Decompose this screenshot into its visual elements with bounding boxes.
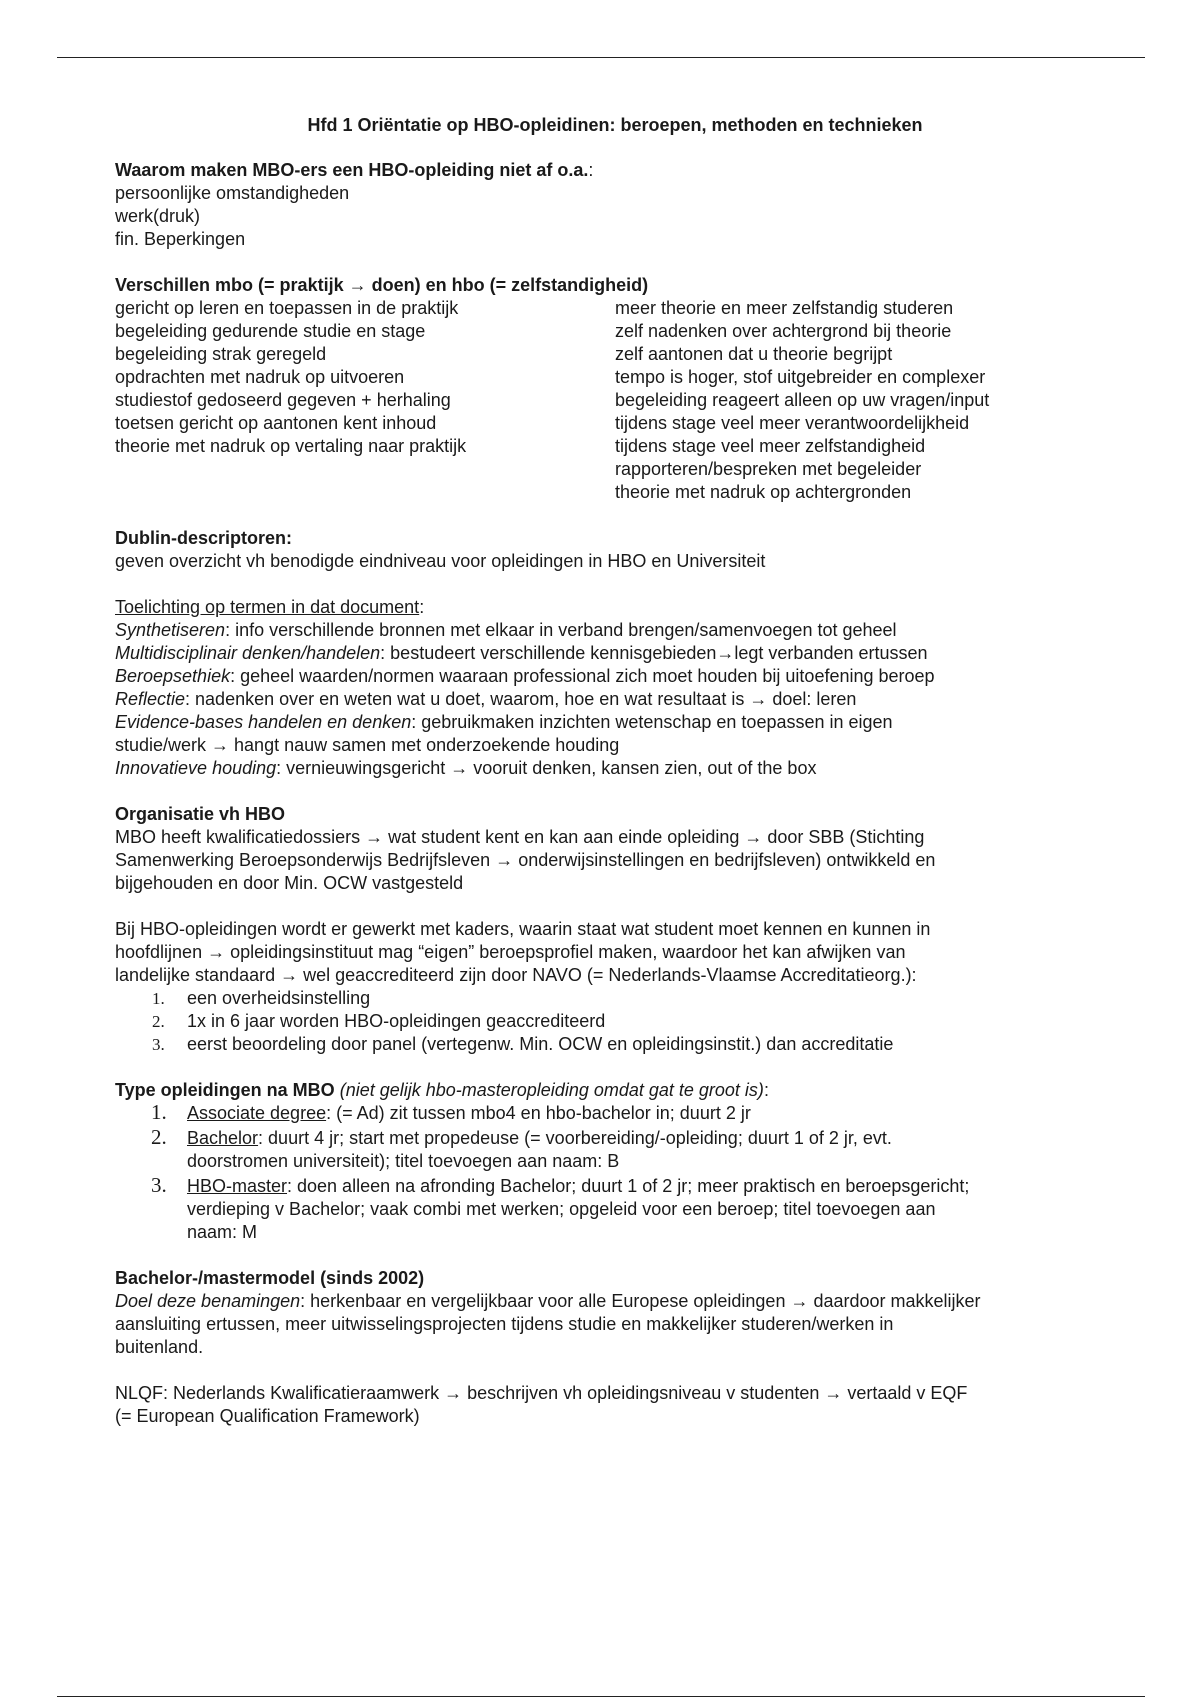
section-heading: Organisatie vh HBO bbox=[115, 804, 286, 824]
list-item: werk(druk) bbox=[115, 206, 201, 226]
paragraph-line: hoofdlijnen → opleidingsinstituut mag “eigen” beroepsprofiel maken, waardoor het kan afwijken van bbox=[115, 942, 906, 962]
section-verschillen bbox=[115, 274, 1115, 504]
list-item: 3. HBO-master: doen alleen na afronding Bachelor; duurt 1 of 2 jr; meer praktisch en beroepsgericht; verdieping v Bachelor; vaak combi met werken; opgeleid voor een beroep; titel toevoegen aan naam: M bbox=[151, 1173, 970, 1242]
section-toelichting: Toelichting op termen in dat document: Synthetiseren: info verschillende bronnen met elkaar in verband brengen/samenvoegen tot geheel Multidisciplinair denken/handelen: bestudeert verschillende kennisgebieden→legt verbanden ertussen Beroepsethiek: geheel waarden/normen waaraan professional zich moet houden bij uitoefening beroep Reflectie: nadenken over en weten wat u doet, waarom, hoe en wat resultaat is → doel: leren Evidence-bases handelen en denken: gebruikmaken inzichten wetenschap en toepassen in eigen studie/werk → hangt nauw samen met onderzoekende houding Innovatieve houding: vernieuwingsgericht → vooruit denken, kansen zien, out of the box bbox=[115, 596, 1115, 780]
list-item: begeleiding reageert alleen op uw vragen/input bbox=[615, 390, 990, 410]
list-item: rapporteren/bespreken met begeleider bbox=[615, 459, 922, 479]
list-item: persoonlijke omstandigheden bbox=[115, 183, 350, 203]
section-dublin bbox=[115, 527, 1115, 573]
list-item: tijdens stage veel meer zelfstandigheid bbox=[615, 436, 926, 456]
paragraph-line: landelijke standaard → wel geaccrediteerd zijn door NAVO (= Nederlands-Vlaamse Accreditatieorg.): bbox=[115, 965, 917, 985]
list-item: 2. 1x in 6 jaar worden HBO-opleidingen geaccrediteerd bbox=[152, 1011, 606, 1031]
section-heading: Type opleidingen na MBO bbox=[115, 1080, 335, 1100]
list-item: opdrachten met nadruk op uitvoeren bbox=[115, 367, 405, 387]
section-waarom: Waarom maken MBO-ers een HBO-opleiding niet af o.a.: persoonlijke omstandigheden werk(druk) fin. Beperkingen bbox=[115, 159, 1115, 251]
list-item: begeleiding gedurende studie en stage bbox=[115, 321, 426, 341]
list-item: gericht op leren en toepassen in de praktijk bbox=[115, 298, 459, 318]
term-definition: Evidence-bases handelen en denken: gebruikmaken inzichten wetenschap en toepassen in eigen bbox=[115, 712, 893, 732]
paragraph-line: bijgehouden en door Min. OCW vastgesteld bbox=[115, 873, 464, 893]
list-item: toetsen gericht op aantonen kent inhoud bbox=[115, 413, 437, 433]
term-definition: Beroepsethiek: geheel waarden/normen waaraan professional zich moet houden bij uitoefening beroep bbox=[115, 666, 935, 686]
document-body bbox=[115, 114, 1115, 1451]
term-definition: Multidisciplinair denken/handelen: bestudeert verschillende kennisgebieden→legt verbanden ertussen bbox=[115, 643, 928, 663]
list-item: studiestof gedoseerd gegeven + herhaling bbox=[115, 390, 451, 410]
comparison-columns bbox=[115, 297, 1115, 504]
bottom-rule bbox=[57, 1696, 1145, 1697]
paragraph-line: MBO heeft kwalificatiedossiers → wat student kent en kan aan einde opleiding → door SBB (Stichting bbox=[115, 827, 925, 847]
list-item: theorie met nadruk op achtergronden bbox=[615, 482, 912, 502]
section-organisatie bbox=[115, 803, 1115, 895]
section-bachelor-master: Bachelor-/mastermodel (sinds 2002) Doel deze benamingen: herkenbaar en vergelijkbaar voor alle Europese opleidingen → daardoor makkelijker aansluiting ertussen, meer uitwisselingsprojecten tijdens studie en makkelijker studeren/werken in buitenland. bbox=[115, 1267, 1115, 1359]
page-title: Hfd 1 Oriëntatie op HBO-opleidinen: beroepen, methoden en technieken bbox=[307, 115, 923, 135]
list-item: fin. Beperkingen bbox=[115, 229, 246, 249]
list-item: zelf nadenken over achtergrond bij theorie bbox=[615, 321, 952, 341]
list-item: 3. eerst beoordeling door panel (vertegenw. Min. OCW en opleidingsinstit.) dan accreditatie bbox=[152, 1034, 894, 1054]
term-definition: Synthetiseren: info verschillende bronnen met elkaar in verband brengen/samenvoegen tot geheel bbox=[115, 620, 897, 640]
section-heading: Verschillen mbo (= praktijk → doen) en hbo (= zelfstandigheid) bbox=[115, 275, 649, 295]
section-kaders bbox=[115, 918, 1115, 1056]
list-item: 2. Bachelor: duurt 4 jr; start met propedeuse (= voorbereiding/-opleiding; duurt 1 of 2 jr, evt. doorstromen universiteit); titel toevoegen aan naam: B bbox=[151, 1125, 892, 1171]
term-definition: Innovatieve houding: vernieuwingsgericht → vooruit denken, kansen zien, out of the box bbox=[115, 758, 817, 778]
list-item: tijdens stage veel meer verantwoordelijkheid bbox=[615, 413, 970, 433]
paragraph-line: aansluiting ertussen, meer uitwisselingsprojecten tijdens studie en makkelijker studeren/werken in bbox=[115, 1314, 894, 1334]
list-item: begeleiding strak geregeld bbox=[115, 344, 327, 364]
paragraph-line: (= European Qualification Framework) bbox=[115, 1406, 420, 1426]
paragraph-line: buitenland. bbox=[115, 1337, 204, 1357]
section-heading: Bachelor-/mastermodel (sinds 2002) bbox=[115, 1268, 425, 1288]
paragraph-line: Bij HBO-opleidingen wordt er gewerkt met kaders, waarin staat wat student moet kennen en kunnen in bbox=[115, 919, 931, 939]
list-item: meer theorie en meer zelfstandig studeren bbox=[615, 298, 954, 318]
paragraph: geven overzicht vh benodigde eindniveau voor opleidingen in HBO en Universiteit bbox=[115, 551, 766, 571]
hbo-column bbox=[615, 297, 1115, 504]
list-item: zelf aantonen dat u theorie begrijpt bbox=[615, 344, 893, 364]
term-continuation: studie/werk → hangt nauw samen met onderzoekende houding bbox=[115, 735, 620, 755]
list-item: 1. een overheidsinstelling bbox=[152, 988, 371, 1008]
section-heading: Waarom maken MBO-ers een HBO-opleiding niet af o.a. bbox=[115, 160, 589, 180]
list-item: tempo is hoger, stof uitgebreider en complexer bbox=[615, 367, 986, 387]
list-item: 1. Associate degree: (= Ad) zit tussen mbo4 en hbo-bachelor in; duurt 2 jr bbox=[151, 1100, 751, 1124]
term-definition: Reflectie: nadenken over en weten wat u doet, waarom, hoe en wat resultaat is → doel: leren bbox=[115, 689, 857, 709]
section-type-opleidingen: Type opleidingen na MBO (niet gelijk hbo-masteropleiding omdat gat te groot is): 1. Associate degree: (= Ad) zit tussen mbo4 en hbo-bachelor in; duurt 2 jr 2. Bachelor: duurt 4 jr; start met propedeuse (= voorbereiding/-opleiding; duurt 1 of 2 jr, evt. doorstromen universiteit); titel toevoegen aan naam: B 3. HBO-master: doen alleen na afronding Bachelor; duurt 1 of 2 jr; meer praktisch en beroepsgericht; verdieping v Bachelor; vaak combi met werken; opgeleid voor een beroep; titel toevoegen aan naam: M bbox=[115, 1079, 1115, 1244]
section-heading: Toelichting op termen in dat document bbox=[115, 597, 420, 617]
paragraph-line: Samenwerking Beroepsonderwijs Bedrijfsleven → onderwijsinstellingen en bedrijfsleven) ontwikkeld en bbox=[115, 850, 936, 870]
numbered-list bbox=[115, 1102, 1115, 1244]
section-nlqf bbox=[115, 1382, 1115, 1428]
top-rule bbox=[57, 57, 1145, 58]
numbered-list bbox=[115, 987, 1115, 1056]
mbo-column bbox=[115, 297, 615, 504]
section-heading: Dublin-descriptoren: bbox=[115, 528, 293, 548]
list-item: theorie met nadruk op vertaling naar praktijk bbox=[115, 436, 467, 456]
paragraph-line: NLQF: Nederlands Kwalificatieraamwerk → beschrijven vh opleidingsniveau v studenten → vertaald v EQF bbox=[115, 1383, 968, 1403]
